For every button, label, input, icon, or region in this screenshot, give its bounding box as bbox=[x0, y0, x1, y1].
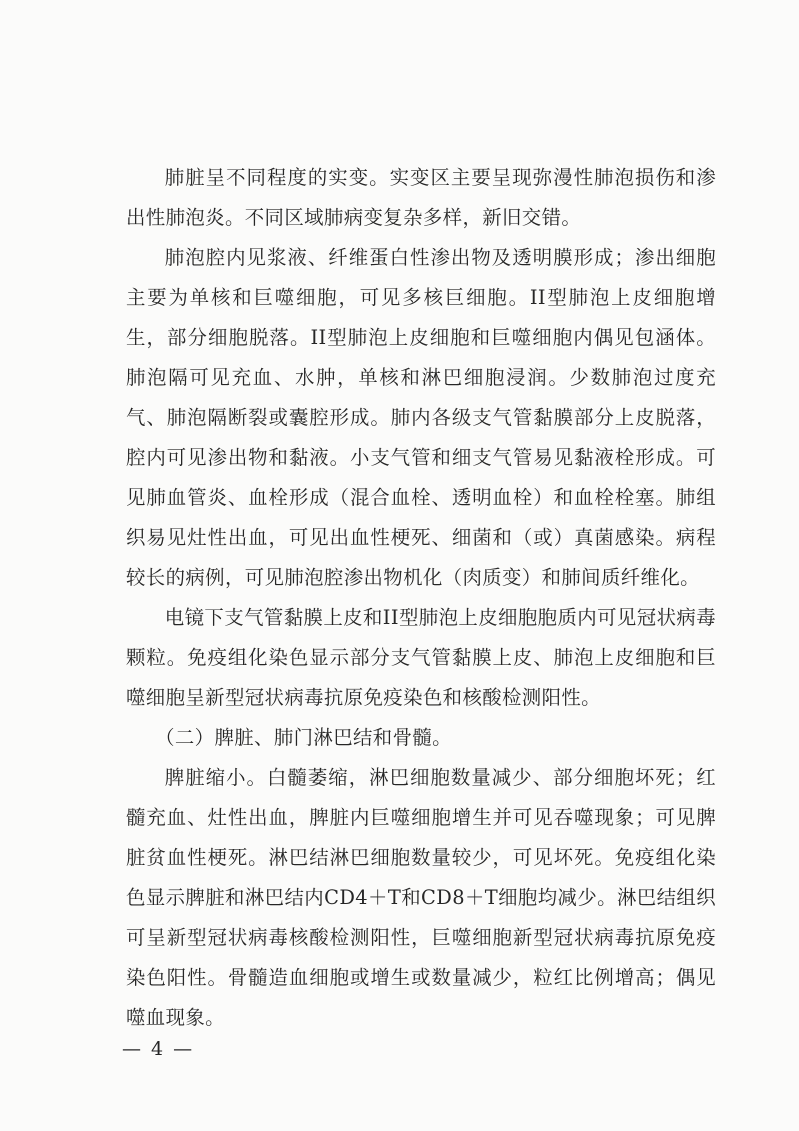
page-number: — 4 — bbox=[122, 1038, 195, 1060]
paragraph-electron-microscopy: 电镜下支气管黏膜上皮和II型肺泡上皮细胞胞质内可见冠状病毒颗粒。免疫组化染色显示部分支气管黏膜上皮、肺泡上皮细胞和巨噬细胞呈新型冠状病毒抗原免疫染色和核酸检测阳性。 bbox=[126, 606, 716, 709]
paragraph-lung-consolidation: 肺脏呈不同程度的实变。实变区主要呈现弥漫性肺泡损伤和渗出性肺泡炎。不同区域肺病变复杂多样，新旧交错。 bbox=[126, 166, 716, 229]
paragraph-spleen-findings: 脾脏缩小。白髓萎缩，淋巴细胞数量减少、部分细胞坏死；红髓充血、灶性出血，脾脏内巨噬细胞增生并可见吞噬现象；可见脾脏贫血性梗死。淋巴结淋巴细胞数量较少，可见坏死。免疫组化染色显示脾脏和淋巴结内CD4＋T和CD8＋T细胞均减少。淋巴结组织可呈新型冠状病毒核酸检测阳性，巨噬细胞新型冠状病毒抗原免疫染色阳性。骨髓造血细胞或增生或数量减少，粒红比例增高；偶见噬血现象。 bbox=[126, 766, 716, 1029]
paragraph-alveolar-findings: 肺泡腔内见浆液、纤维蛋白性渗出物及透明膜形成；渗出细胞主要为单核和巨噬细胞，可见多核巨细胞。II型肺泡上皮细胞增生，部分细胞脱落。II型肺泡上皮细胞和巨噬细胞内偶见包涵体。肺泡隔可见充血、水肿，单核和淋巴细胞浸润。少数肺泡过度充气、肺泡隔断裂或囊腔形成。肺内各级支气管黏膜部分上皮脱落，腔内可见渗出物和黏液。小支气管和细支气管易见黏液栓形成。可见肺血管炎、血栓形成（混合血栓、透明血栓）和血栓栓塞。肺组织易见灶性出血，可见出血性梗死、细菌和（或）真菌感染。病程较长的病例，可见肺泡腔渗出物机化（肉质变）和肺间质纤维化。 bbox=[126, 246, 716, 589]
document-body bbox=[126, 158, 716, 1038]
section-heading-spleen: （二）脾脏、肺门淋巴结和骨髓。 bbox=[155, 726, 452, 749]
